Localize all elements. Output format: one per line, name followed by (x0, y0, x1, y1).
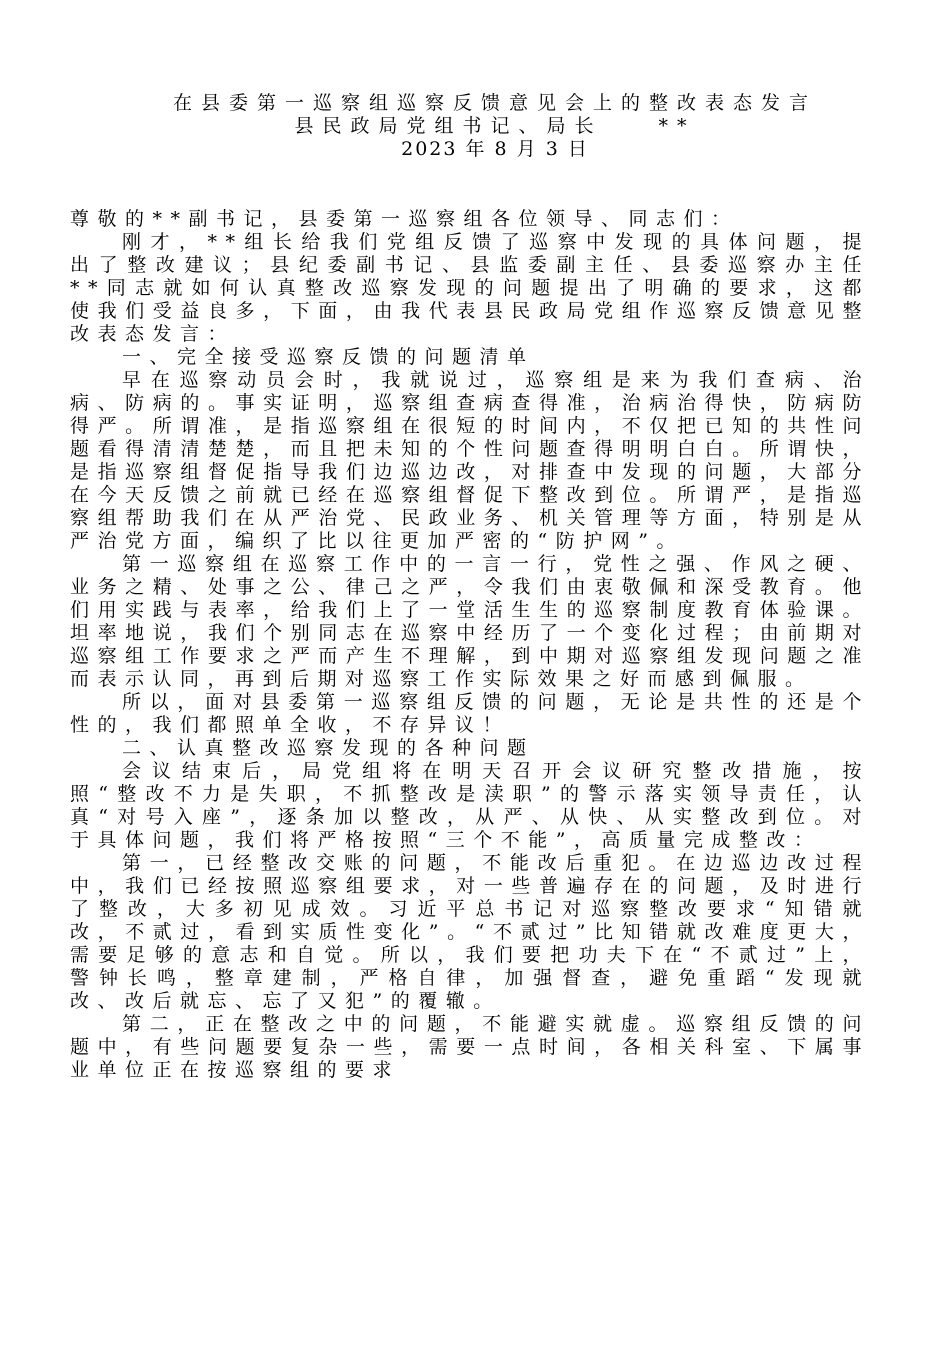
salutation: 尊敬的**副书记，县委第一巡察组各位领导、同志们： (70, 208, 739, 230)
document-header (120, 92, 870, 161)
document-body (70, 208, 870, 1082)
section-heading-2: 二、认真整改巡察发现的各种问题 (122, 737, 535, 759)
paragraph: 会议结束后，局党组将在明天召开会议研究整改措施，按照“整改不力是失职，不抓整改是渎职”的警示落实领导责任，认真“对号入座”，逐条加以整改，从严、从快、从实整改到位。对于具体问题，我们将严格按照“三个不能”，高质量完成整改： (70, 760, 870, 851)
document-title: 在县委第一巡察组巡察反馈意见会上的整改表态发言 (172, 92, 817, 114)
paragraph: 第一，已经整改交账的问题，不能改后重犯。在边巡边改过程中，我们已经按照巡察组要求，对一些普遍存在的问题，及时进行了整改，大多初见成效。习近平总书记对巡察整改要求“知错就改，不贰过，看到实质性变化”。“不贰过”比知错就改难度更大，需要足够的意志和自觉。所以，我们要把功夫下在“不贰过”上，警钟长鸣，整章建制，严格自律，加强督查，避免重蹈“发现就改、改后就忘、忘了又犯”的覆辙。 (70, 852, 870, 1012)
paragraph: 早在巡察动员会时，我就说过，巡察组是来为我们查病、治病、防病的。事实证明，巡察组查病查得准，治病治得快，防病防得严。所谓准，是指巡察组在很短的时间内，不仅把已知的共性问题看得清清楚楚，而且把未知的个性问题查得明明白白。所谓快，是指巡察组督促指导我们边巡边改，对排查中发现的问题，大部分在今天反馈之前就已经在巡察组督促下整改到位。所谓严，是指巡察组帮助我们在从严治党、民政业务、机关管理等方面，特别是从严治党方面，编织了比以往更加严密的“防护网”。 (70, 369, 870, 552)
author-line: 县民政局党组书记、局长 ** (294, 115, 696, 137)
paragraph: 所以，面对县委第一巡察组反馈的问题，无论是共性的还是个性的，我们都照单全收，不存异议！ (70, 691, 870, 736)
paragraph: 第二，正在整改之中的问题，不能避实就虚。巡察组反馈的问题中，有些问题要复杂一些，需要一点时间，各相关科室、下属事业单位正在按巡察组的要求 (70, 1013, 870, 1081)
section-heading-1: 一、完全接受巡察反馈的问题清单 (122, 346, 535, 368)
date-line: 2023 年 8 月 3 日 (401, 138, 589, 160)
paragraph: 第一巡察组在巡察工作中的一言一行，党性之强、作风之硬、业务之精、处事之公、律己之严，令我们由衷敬佩和深受教育。他们用实践与表率，给我们上了一堂活生生的巡察制度教育体验课。坦率地说，我们个别同志在巡察中经历了一个变化过程；由前期对巡察组工作要求之严而产生不理解，到中期对巡察组发现问题之准而表示认同，再到后期对巡察工作实际效果之好而感到佩服。 (70, 553, 870, 690)
intro-paragraph: 刚才，**组长给我们党组反馈了巡察中发现的具体问题，提出了整改建议；县纪委副书记、县监委副主任、县委巡察办主任**同志就如何认真整改巡察发现的问题提出了明确的要求，这都使我们受益良多，下面，由我代表县民政局党组作巡察反馈意见整改表态发言： (70, 231, 870, 345)
